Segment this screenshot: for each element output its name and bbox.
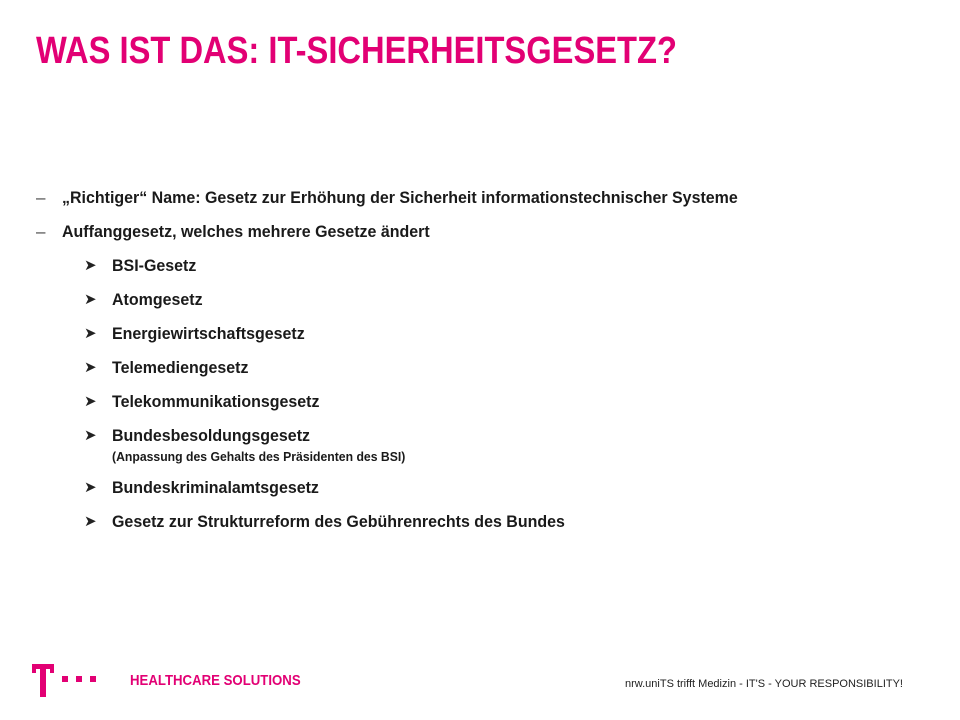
list-item [84,322,916,346]
arrow-bullet-icon: ➤ [84,359,97,376]
list-item [84,510,916,534]
dash-bullet-icon: – [36,188,46,207]
sub-item-text: Atomgesetz [112,290,203,309]
list-item [84,476,916,500]
arrow-bullet-icon: ➤ [84,513,97,530]
bullet-text: „Richtiger“ Name: Gesetz zur Erhöhung der Sicherheit informationstechnischer Systeme [62,188,738,207]
sub-item-text: Telemediengesetz [112,358,249,377]
footer-tagline: nrw.uniTS trifft Medizin - IT'S - YOUR RESPONSIBILITY! [625,678,903,690]
list-item [36,186,916,210]
footer [0,660,960,700]
slide-title: WAS IST DAS: IT-SICHERHEITSGESETZ? [36,30,677,72]
sub-item-block [112,424,405,466]
list-item [84,254,916,278]
content-list [36,186,916,544]
telekom-logo-icon [32,663,102,697]
sub-item-text: Gesetz zur Strukturreform des Gebührenrechts des Bundes [112,512,565,531]
arrow-bullet-icon: ➤ [84,427,97,444]
brand-label: HEALTHCARE SOLUTIONS [130,672,301,689]
sub-item-text: Energiewirtschaftsgesetz [112,324,305,343]
sub-item-text: Bundeskriminalamtsgesetz [112,478,319,497]
sub-item-text: Bundesbesoldungsgesetz [112,426,311,445]
list-item [84,288,916,312]
arrow-bullet-icon: ➤ [84,393,97,410]
list-item [84,390,916,414]
list-item [84,356,916,380]
dash-bullet-icon: – [36,222,46,241]
list-item [36,220,916,244]
arrow-bullet-icon: ➤ [84,257,97,274]
arrow-bullet-icon: ➤ [84,291,97,308]
bullet-text: Auffanggesetz, welches mehrere Gesetze ändert [62,222,430,241]
arrow-bullet-icon: ➤ [84,479,97,496]
arrow-bullet-icon: ➤ [84,325,97,342]
sub-item-note: (Anpassung des Gehalts des Präsidenten des BSI) [112,449,406,464]
sub-item-text: Telekommunikationsgesetz [112,392,320,411]
list-item [84,424,916,466]
sub-item-text: BSI-Gesetz [112,256,197,275]
